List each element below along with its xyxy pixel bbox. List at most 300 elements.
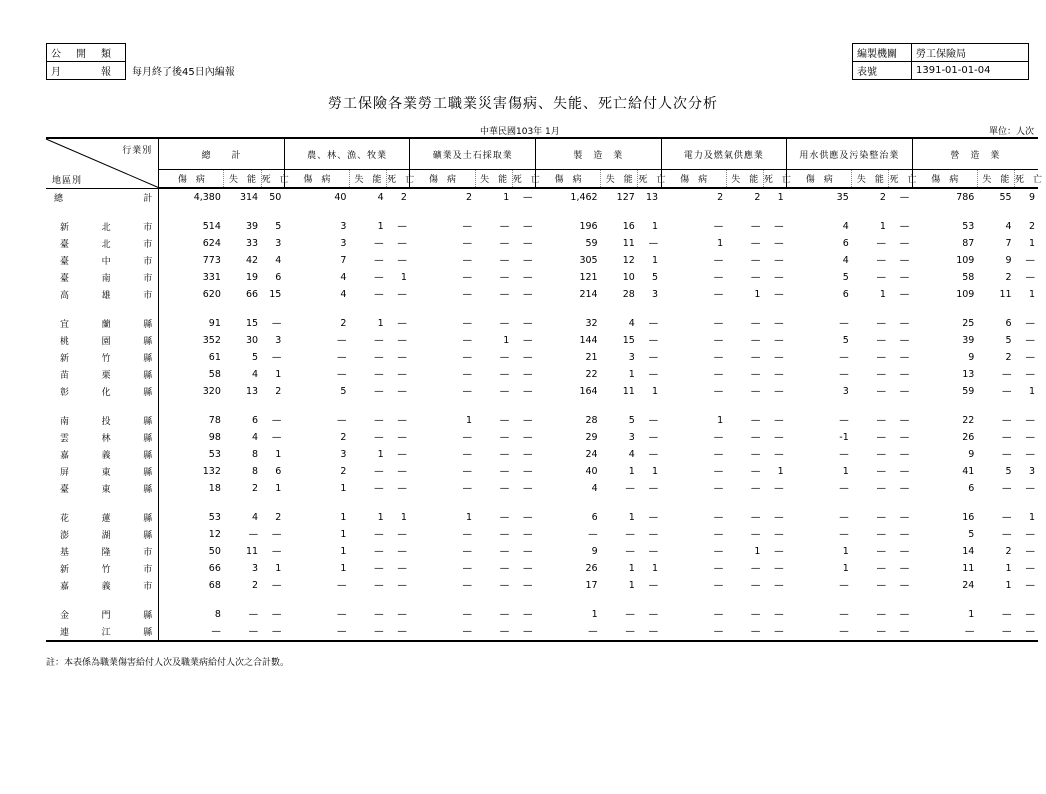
- data-cell: 4: [1005, 221, 1012, 232]
- data-cell: —: [271, 415, 282, 426]
- data-cell: -1: [839, 432, 849, 443]
- data-cell: —: [397, 546, 407, 557]
- data-cell: 11: [246, 546, 259, 557]
- data-cell: —: [462, 466, 473, 477]
- data-cell: —: [774, 289, 784, 300]
- data-cell: 1: [777, 192, 784, 203]
- table-row: [46, 235, 1038, 252]
- data-cell: —: [899, 238, 910, 249]
- data-cell: 6: [1005, 318, 1012, 329]
- subcolumn-header: 死 亡: [387, 170, 410, 189]
- data-cell: —: [750, 352, 761, 363]
- data-cell: —: [462, 483, 473, 494]
- data-cell: 4: [340, 272, 347, 283]
- data-cell: 12: [208, 529, 221, 540]
- data-cell: 1: [652, 386, 659, 397]
- data-cell: 624: [202, 238, 221, 249]
- data-cell: —: [499, 386, 510, 397]
- data-cell: 1: [1028, 512, 1035, 523]
- data-cell: 6: [275, 466, 282, 477]
- header-label: 表號: [853, 62, 912, 80]
- data-cell: —: [876, 272, 886, 283]
- data-cell: —: [713, 580, 724, 591]
- data-cell: —: [899, 483, 910, 494]
- data-cell: —: [876, 369, 886, 380]
- data-cell: 5: [1005, 466, 1012, 477]
- table-row: [46, 366, 1038, 383]
- data-cell: —: [713, 255, 724, 266]
- subcolumn-header: 死 亡: [638, 170, 661, 189]
- data-cell: —: [374, 415, 384, 426]
- data-cell: —: [648, 546, 659, 557]
- data-cell: 2: [252, 580, 259, 591]
- industry-header: 電力及燃氣供應業: [661, 138, 787, 170]
- data-cell: —: [499, 432, 510, 443]
- data-cell: —: [462, 609, 473, 620]
- data-cell: —: [523, 512, 533, 523]
- data-cell: 9: [968, 352, 975, 363]
- data-cell: 40: [334, 192, 347, 203]
- data-cell: 53: [208, 449, 221, 460]
- data-cell: 305: [579, 255, 598, 266]
- data-cell: 7: [340, 255, 347, 266]
- data-cell: 4,380: [193, 192, 221, 203]
- data-cell: —: [499, 609, 510, 620]
- data-cell: 1: [717, 415, 724, 426]
- data-cell: 1: [400, 272, 407, 283]
- data-cell: —: [713, 386, 724, 397]
- data-cell: —: [899, 289, 910, 300]
- data-cell: —: [713, 609, 724, 620]
- table-row: [46, 286, 1038, 303]
- data-cell: —: [625, 483, 635, 494]
- data-cell: 1: [628, 563, 635, 574]
- data-cell: —: [397, 386, 407, 397]
- data-cell: 21: [585, 352, 598, 363]
- table-row: [46, 412, 1038, 429]
- data-cell: —: [977, 623, 1014, 641]
- data-cell: —: [462, 352, 473, 363]
- data-cell: 4: [252, 432, 259, 443]
- data-cell: 2: [340, 466, 347, 477]
- data-cell: —: [713, 432, 724, 443]
- data-cell: —: [713, 563, 724, 574]
- table-row: [46, 252, 1038, 269]
- data-cell: —: [713, 546, 724, 557]
- spacer-row: [46, 303, 1038, 315]
- data-cell: 2: [1005, 352, 1012, 363]
- data-cell: —: [374, 546, 384, 557]
- data-cell: —: [336, 609, 347, 620]
- region-label: 臺中市: [46, 252, 159, 269]
- data-cell: —: [750, 415, 761, 426]
- data-cell: —: [374, 609, 384, 620]
- data-cell: —: [523, 449, 533, 460]
- data-cell: 1: [754, 289, 761, 300]
- data-cell: —: [750, 238, 761, 249]
- table-row: [46, 526, 1038, 543]
- data-cell: —: [523, 192, 533, 203]
- data-cell: 68: [208, 580, 221, 591]
- data-cell: —: [499, 449, 510, 460]
- data-cell: 4: [377, 192, 384, 203]
- table-row: [46, 623, 1038, 641]
- data-cell: —: [839, 318, 849, 329]
- header-label: 月報: [47, 62, 126, 80]
- data-cell: 39: [246, 221, 259, 232]
- data-cell: 50: [269, 192, 282, 203]
- data-cell: 1: [1028, 238, 1035, 249]
- data-cell: —: [648, 449, 659, 460]
- data-cell: 1: [777, 466, 784, 477]
- region-label: 新北市: [46, 218, 159, 235]
- data-cell: —: [713, 449, 724, 460]
- data-cell: —: [750, 335, 761, 346]
- data-cell: —: [661, 623, 726, 641]
- data-cell: —: [839, 369, 849, 380]
- data-cell: 4: [252, 512, 259, 523]
- data-cell: —: [1002, 432, 1012, 443]
- data-cell: —: [839, 352, 849, 363]
- report-unit: 單位：人次: [988, 127, 1034, 137]
- region-label: 新竹縣: [46, 349, 159, 366]
- data-cell: —: [750, 386, 761, 397]
- data-cell: —: [1002, 609, 1012, 620]
- data-cell: 2: [275, 386, 282, 397]
- data-cell: —: [713, 272, 724, 283]
- data-cell: 331: [202, 272, 221, 283]
- data-cell: —: [876, 529, 886, 540]
- data-cell: 1: [842, 546, 849, 557]
- data-cell: 2: [1028, 221, 1035, 232]
- data-cell: —: [499, 318, 510, 329]
- data-cell: —: [899, 369, 910, 380]
- data-cell: 1: [628, 512, 635, 523]
- data-cell: 1: [275, 369, 282, 380]
- data-cell: 41: [962, 466, 975, 477]
- data-cell: 1: [465, 512, 473, 523]
- data-cell: —: [410, 623, 475, 641]
- data-cell: —: [397, 335, 407, 346]
- data-cell: —: [462, 449, 473, 460]
- data-cell: —: [1025, 272, 1035, 283]
- subcolumn-header-row: [46, 170, 1038, 189]
- report-title: 勞工保險各業勞工職業災害傷病、失能、死亡給付人次分析: [328, 96, 718, 112]
- spacer-row: [46, 206, 1038, 218]
- data-cell: —: [899, 415, 910, 426]
- data-cell: —: [852, 623, 889, 641]
- data-cell: —: [271, 546, 282, 557]
- data-cell: —: [750, 512, 761, 523]
- data-cell: —: [1025, 255, 1035, 266]
- header-left-table: [46, 43, 239, 80]
- data-cell: 33: [246, 238, 259, 249]
- data-cell: —: [899, 580, 910, 591]
- data-cell: 164: [579, 386, 598, 397]
- data-cell: 11: [962, 563, 975, 574]
- data-cell: 4: [842, 221, 849, 232]
- data-cell: —: [839, 529, 849, 540]
- data-cell: 13: [645, 192, 659, 203]
- data-cell: 87: [962, 238, 975, 249]
- data-cell: —: [876, 580, 886, 591]
- data-cell: —: [774, 580, 784, 591]
- data-cell: 3: [340, 449, 347, 460]
- data-cell: 19: [246, 272, 259, 283]
- data-cell: 1: [340, 546, 347, 557]
- subcolumn-header: 傷 病: [661, 170, 726, 189]
- table-row: [46, 543, 1038, 560]
- data-cell: —: [499, 289, 510, 300]
- data-cell: —: [774, 546, 784, 557]
- data-cell: 26: [585, 563, 598, 574]
- data-cell: —: [499, 546, 510, 557]
- table-row: [46, 509, 1038, 526]
- footnote: 註：本表係為職業傷害給付人次及職業病給付人次之合計數。: [46, 658, 290, 668]
- subcolumn-header: 傷 病: [536, 170, 601, 189]
- data-cell: 144: [579, 335, 598, 346]
- data-cell: —: [899, 221, 910, 232]
- data-cell: —: [774, 238, 784, 249]
- data-cell: 32: [585, 318, 598, 329]
- data-cell: —: [750, 318, 761, 329]
- data-cell: —: [523, 563, 533, 574]
- data-cell: 1: [275, 449, 282, 460]
- data-cell: —: [374, 272, 384, 283]
- data-cell: 26: [962, 432, 975, 443]
- table-row: [46, 560, 1038, 577]
- data-cell: 1: [842, 563, 849, 574]
- data-cell: —: [261, 623, 284, 641]
- data-cell: 3: [252, 563, 259, 574]
- region-label: 雲林縣: [46, 429, 159, 446]
- subcolumn-header: 傷 病: [787, 170, 852, 189]
- data-cell: —: [750, 580, 761, 591]
- data-cell: —: [387, 623, 410, 641]
- region-label: 臺東縣: [46, 480, 159, 497]
- industry-header: 礦業及土石採取業: [410, 138, 536, 170]
- data-cell: 1: [503, 192, 510, 203]
- data-cell: —: [1025, 529, 1035, 540]
- data-cell: 1: [1028, 289, 1035, 300]
- data-cell: 773: [202, 255, 221, 266]
- data-cell: 11: [622, 386, 635, 397]
- data-cell: —: [899, 449, 910, 460]
- industry-header: 總 計: [159, 138, 285, 170]
- data-cell: —: [774, 432, 784, 443]
- data-cell: 1: [652, 255, 659, 266]
- data-cell: 8: [214, 609, 221, 620]
- data-cell: —: [397, 369, 407, 380]
- header-label: 編製機關: [853, 44, 912, 62]
- data-cell: 1: [275, 483, 282, 494]
- data-cell: —: [374, 483, 384, 494]
- data-cell: 5: [628, 415, 635, 426]
- data-cell: —: [374, 238, 384, 249]
- data-cell: —: [648, 432, 659, 443]
- data-cell: 3: [275, 335, 282, 346]
- data-cell: 55: [999, 192, 1012, 203]
- data-cell: 22: [585, 369, 598, 380]
- data-cell: —: [750, 529, 761, 540]
- data-cell: —: [899, 192, 910, 203]
- data-cell: —: [462, 369, 473, 380]
- subcolumn-header: 失 能: [349, 170, 386, 189]
- data-cell: —: [839, 512, 849, 523]
- data-cell: 9: [968, 449, 975, 460]
- data-cell: 3: [652, 289, 659, 300]
- subcolumn-header: 死 亡: [763, 170, 786, 189]
- data-cell: 109: [956, 255, 975, 266]
- data-cell: 98: [208, 432, 221, 443]
- data-cell: 58: [208, 369, 221, 380]
- subcolumn-header: 失 能: [852, 170, 889, 189]
- data-cell: 1: [275, 563, 282, 574]
- data-cell: —: [899, 335, 910, 346]
- data-cell: 1: [465, 415, 473, 426]
- data-cell: 66: [246, 289, 259, 300]
- table-row: [46, 349, 1038, 366]
- data-cell: —: [499, 483, 510, 494]
- data-cell: 35: [836, 192, 849, 203]
- data-cell: 1: [400, 512, 407, 523]
- data-cell: —: [1002, 512, 1012, 523]
- header-value: [126, 44, 239, 62]
- region-label: 彰化縣: [46, 383, 159, 400]
- data-cell: —: [876, 386, 886, 397]
- data-cell: 132: [202, 466, 221, 477]
- subcolumn-header: 死 亡: [261, 170, 284, 189]
- data-cell: 352: [202, 335, 221, 346]
- data-cell: 22: [962, 415, 975, 426]
- data-cell: 6: [842, 289, 849, 300]
- region-label: 臺北市: [46, 235, 159, 252]
- data-cell: —: [713, 318, 724, 329]
- data-cell: —: [499, 512, 510, 523]
- data-cell: 1: [377, 449, 384, 460]
- subcolumn-header: 失 能: [601, 170, 638, 189]
- data-cell: 214: [579, 289, 598, 300]
- data-cell: —: [774, 563, 784, 574]
- data-cell: 320: [202, 386, 221, 397]
- data-cell: 1: [1005, 563, 1012, 574]
- data-cell: 10: [622, 272, 635, 283]
- data-cell: —: [648, 512, 659, 523]
- region-label: 南投縣: [46, 412, 159, 429]
- subcolumn-header: 傷 病: [159, 170, 224, 189]
- data-cell: 1: [652, 221, 659, 232]
- table-row: [46, 480, 1038, 497]
- data-cell: —: [523, 432, 533, 443]
- data-cell: 61: [208, 352, 221, 363]
- subcolumn-header: 死 亡: [889, 170, 912, 189]
- data-cell: —: [374, 352, 384, 363]
- data-cell: 39: [962, 335, 975, 346]
- data-cell: 5: [968, 529, 975, 540]
- subcolumn-header: 死 亡: [1015, 170, 1038, 189]
- data-cell: —: [336, 580, 347, 591]
- data-cell: 8: [252, 449, 259, 460]
- data-cell: —: [523, 483, 533, 494]
- corner-cell: [46, 138, 159, 188]
- data-cell: 5: [1005, 335, 1012, 346]
- data-cell: —: [876, 483, 886, 494]
- data-cell: 30: [246, 335, 259, 346]
- data-cell: —: [638, 623, 661, 641]
- data-cell: —: [774, 318, 784, 329]
- region-label: 桃園縣: [46, 332, 159, 349]
- industry-header: 製 造 業: [536, 138, 662, 170]
- subcolumn-header: 失 能: [475, 170, 512, 189]
- industry-header: 用水供應及污染整治業: [787, 138, 913, 170]
- data-cell: 4: [628, 449, 635, 460]
- data-cell: 12: [622, 255, 635, 266]
- subcolumn-header: 失 能: [977, 170, 1014, 189]
- data-cell: 2: [1005, 272, 1012, 283]
- data-cell: 6: [842, 238, 849, 249]
- data-cell: —: [397, 449, 407, 460]
- industry-header: 農、林、漁、牧業: [284, 138, 410, 170]
- data-cell: —: [713, 335, 724, 346]
- data-cell: 5: [652, 272, 659, 283]
- spacer-label-cell: [46, 594, 159, 606]
- data-cell: —: [462, 221, 473, 232]
- data-cell: —: [899, 272, 910, 283]
- region-label: 臺南市: [46, 269, 159, 286]
- data-cell: —: [374, 255, 384, 266]
- data-cell: 1: [1028, 386, 1035, 397]
- data-cell: —: [750, 563, 761, 574]
- data-cell: —: [523, 529, 533, 540]
- data-cell: —: [774, 386, 784, 397]
- data-cell: —: [397, 289, 407, 300]
- subcolumn-header: 傷 病: [410, 170, 475, 189]
- data-cell: —: [462, 580, 473, 591]
- data-cell: —: [462, 546, 473, 557]
- data-cell: —: [1025, 449, 1035, 460]
- data-cell: —: [462, 289, 473, 300]
- data-cell: 59: [585, 238, 598, 249]
- data-cell: 2: [400, 192, 407, 203]
- data-cell: 40: [585, 466, 598, 477]
- data-cell: —: [374, 563, 384, 574]
- data-cell: —: [1025, 318, 1035, 329]
- data-cell: 127: [616, 192, 635, 203]
- spacer-label-cell: [46, 400, 159, 412]
- data-cell: —: [248, 609, 259, 620]
- data-cell: —: [271, 432, 282, 443]
- data-cell: —: [899, 352, 910, 363]
- data-cell: 2: [1005, 546, 1012, 557]
- data-cell: —: [899, 255, 910, 266]
- data-cell: 15: [622, 335, 635, 346]
- data-cell: —: [1002, 415, 1012, 426]
- data-cell: 1: [968, 609, 975, 620]
- data-cell: 9: [591, 546, 598, 557]
- spacer-row: [46, 400, 1038, 412]
- data-cell: 314: [239, 192, 259, 203]
- subcolumn-header: 失 能: [726, 170, 763, 189]
- data-cell: 5: [842, 335, 849, 346]
- spacer-row: [46, 594, 1038, 606]
- data-cell: 3: [628, 352, 635, 363]
- region-label: 連江縣: [46, 623, 159, 641]
- industry-axis-label: 行業別: [122, 146, 153, 156]
- data-cell: 53: [962, 221, 975, 232]
- data-cell: —: [648, 529, 659, 540]
- data-cell: —: [397, 432, 407, 443]
- data-cell: —: [839, 580, 849, 591]
